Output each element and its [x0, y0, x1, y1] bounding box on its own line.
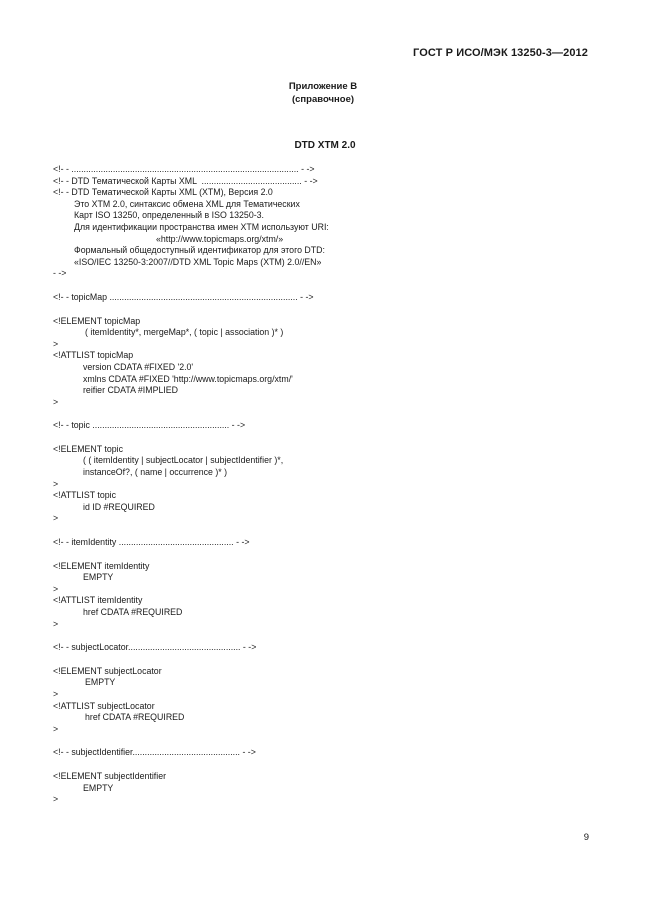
- section-title: DTD XTM 2.0: [294, 140, 356, 151]
- code-line: xmlns CDATA #FIXED 'http://www.topicmaps.org/xtm/': [83, 373, 293, 384]
- code-line: EMPTY: [85, 677, 116, 688]
- code-line: <!- - subjectIdentifier............................................ - ->: [53, 747, 256, 758]
- code-line: <!ATTLIST subjectLocator: [53, 700, 155, 711]
- annex-heading: [0, 81, 646, 106]
- code-line: Для идентификации пространства имен XTM используют URI:: [74, 221, 329, 232]
- code-line: Карт ISO 13250, определенный в ISO 13250-3.: [74, 210, 264, 221]
- code-line: <!ELEMENT itemIdentity: [53, 560, 150, 571]
- code-line: <!ELEMENT subjectIdentifier: [53, 770, 167, 781]
- code-line: version CDATA #FIXED '2.0': [83, 361, 194, 372]
- code-line: >: [53, 688, 59, 699]
- code-line: <!ATTLIST itemIdentity: [53, 595, 143, 606]
- code-line: Формальный общедоступный идентификатор для этого DTD:: [74, 245, 325, 256]
- code-line: instanceOf?, ( name | occurrence )* ): [83, 467, 228, 478]
- code-line: <!- - topicMap ............................................................................. - ->: [53, 291, 314, 302]
- code-line: href CDATA #REQUIRED: [83, 607, 183, 617]
- code-line: <!- - DTD Тематической Карты XML ......................................... - ->: [53, 175, 318, 186]
- code-line: >: [53, 338, 59, 349]
- code-line: reifier CDATA #IMPLIED: [83, 385, 178, 396]
- annex-subtitle: (справочное): [291, 93, 355, 105]
- code-line: «http://www.topicmaps.org/xtm/»: [156, 233, 284, 244]
- code-line: >: [53, 478, 59, 489]
- code-line: <!- - DTD Тематической Карты XML (XTM), Версия 2.0: [53, 187, 273, 198]
- code-line: <!- - ............................................................................................. - ->: [53, 164, 315, 174]
- code-line: >: [53, 396, 59, 407]
- code-line: EMPTY: [83, 782, 114, 793]
- code-line: <!ATTLIST topic: [53, 490, 116, 501]
- code-line: <!- - subjectLocator.............................................. - ->: [53, 642, 257, 653]
- code-line: >: [53, 723, 59, 734]
- code-line: >: [53, 618, 59, 629]
- standard-designation: ГОСТ Р ИСО/МЭК 13250-3—2012: [413, 47, 588, 59]
- code-line: >: [53, 794, 59, 805]
- page-number: 9: [583, 832, 589, 843]
- code-line: <!ELEMENT subjectLocator: [53, 665, 162, 676]
- code-line: <!ATTLIST topicMap: [53, 350, 134, 361]
- code-line: EMPTY: [83, 572, 114, 583]
- code-line: ( ( itemIdentity | subjectLocator | subjectIdentifier )*,: [83, 455, 284, 466]
- code-line: «ISO/IEC 13250-3:2007//DTD XML Topic Maps (XTM) 2.0//EN»: [74, 256, 322, 267]
- code-line: >: [53, 513, 59, 524]
- code-line: <!ELEMENT topic: [53, 443, 123, 454]
- code-line: >: [53, 583, 59, 594]
- code-line: ( itemIdentity*, mergeMap*, ( topic | association )* ): [85, 327, 284, 338]
- code-line: - ->: [53, 268, 67, 279]
- code-line: <!ELEMENT topicMap: [53, 315, 141, 326]
- annex-title: Приложение В: [288, 81, 358, 92]
- code-line: id ID #REQUIRED: [83, 501, 155, 512]
- dtd-code-block: [53, 164, 593, 806]
- code-line: Это XTM 2.0, синтаксис обмена XML для Тематических: [74, 198, 300, 209]
- code-line: href CDATA #REQUIRED: [85, 712, 185, 723]
- code-line: <!- - itemIdentity ............................................... - ->: [53, 537, 250, 548]
- code-line: <!- - topic ........................................................ - ->: [53, 420, 246, 431]
